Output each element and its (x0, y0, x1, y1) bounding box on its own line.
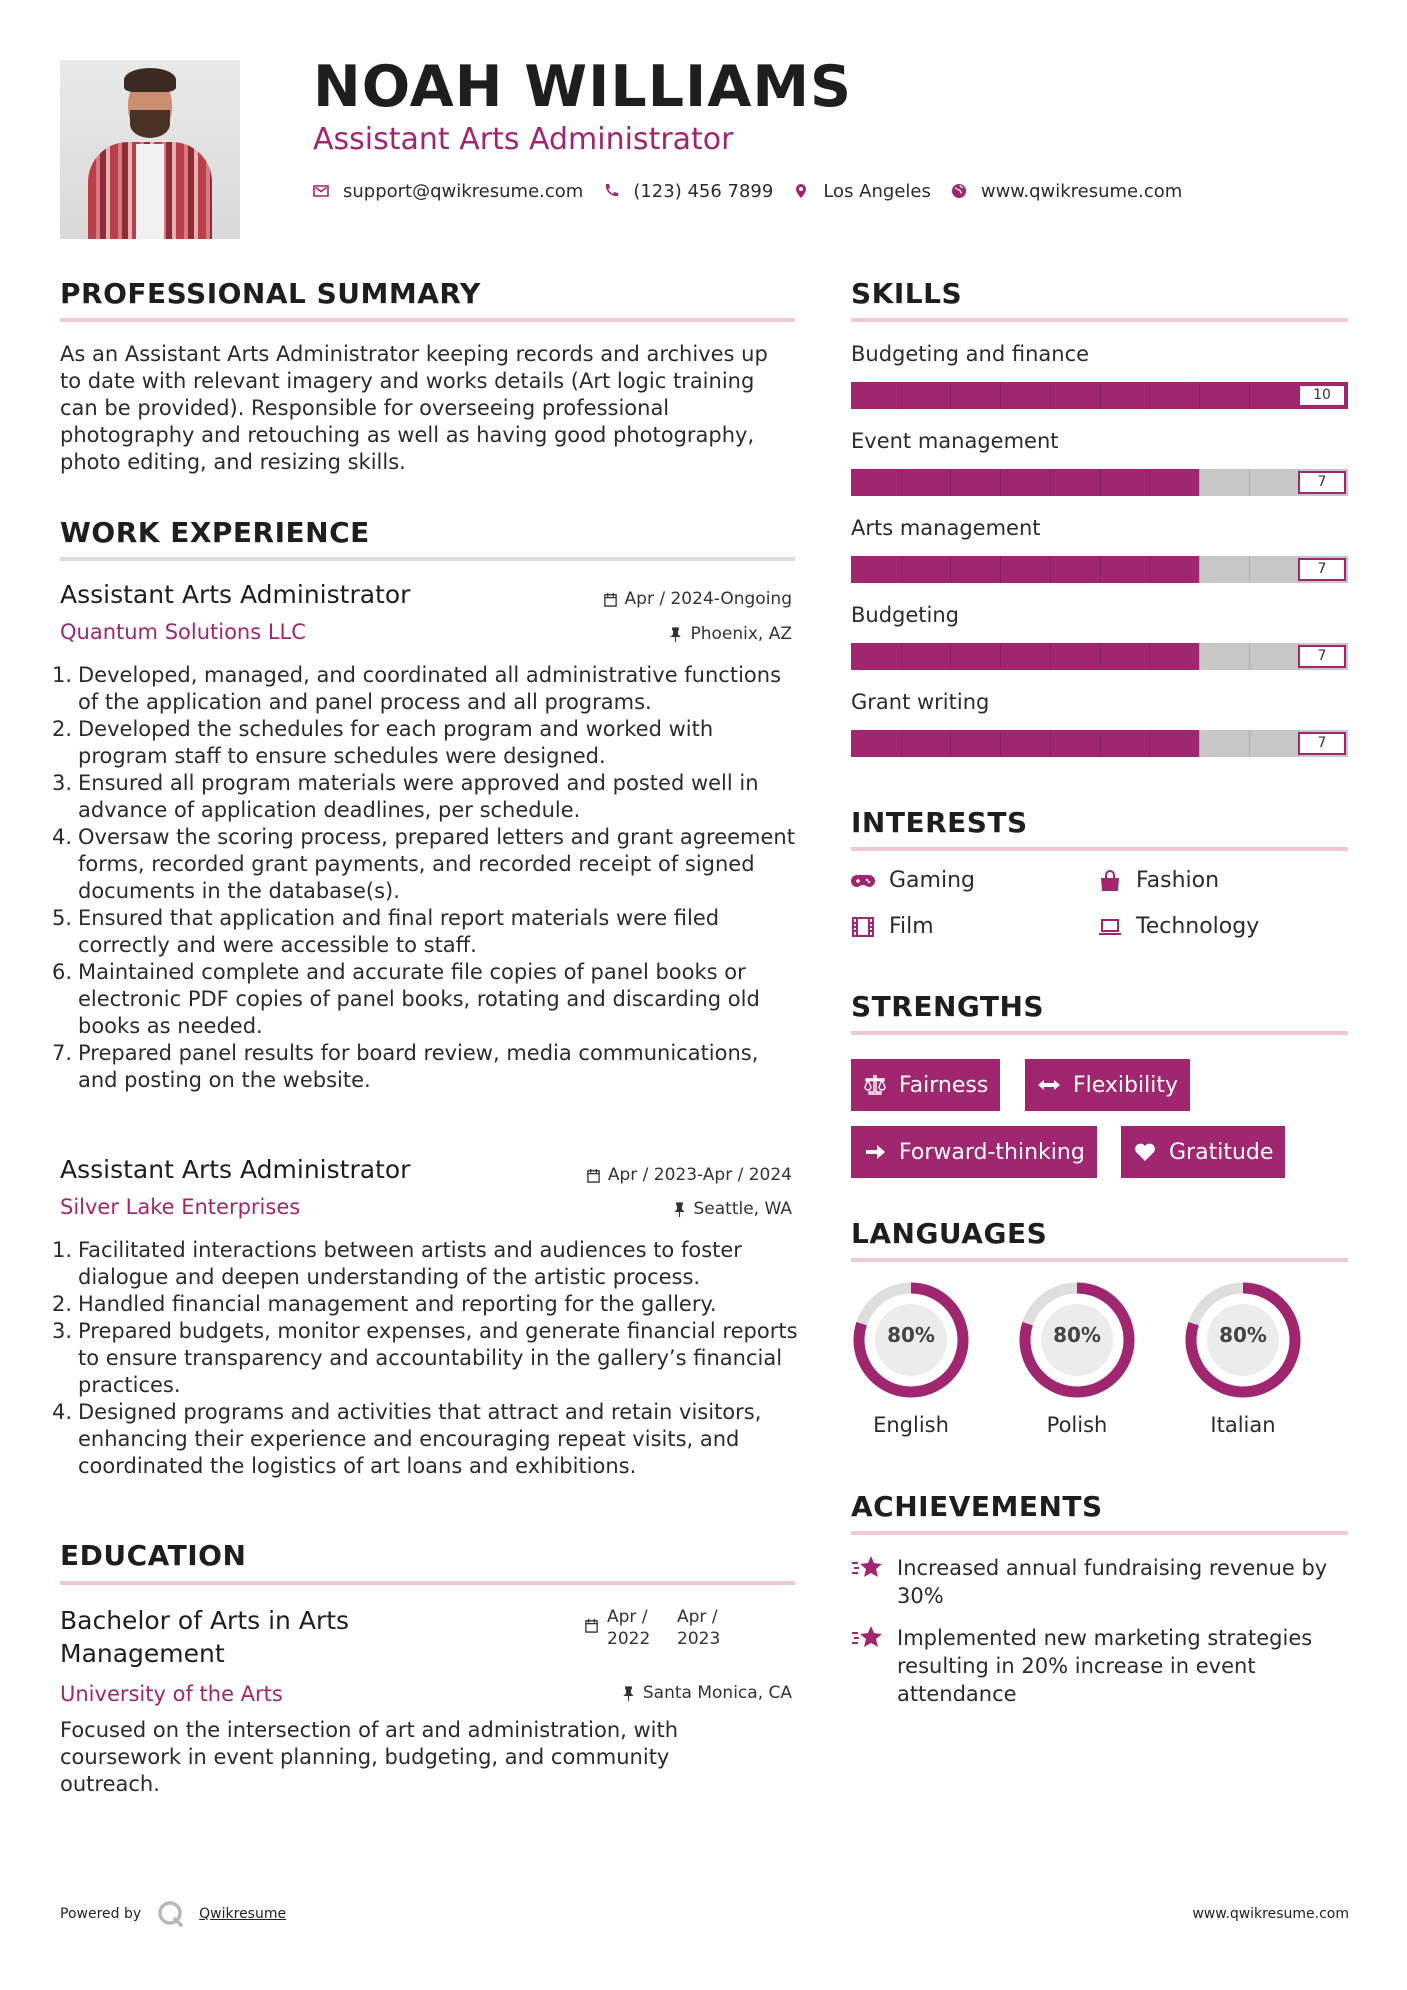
contact-phone[interactable] (603, 181, 773, 202)
skill-bar-segment (1199, 556, 1200, 583)
shopping-bag-icon (1098, 870, 1122, 892)
education-dates (584, 1606, 737, 1650)
strength-chip: Gratitude (1121, 1126, 1285, 1178)
list-item: 2. Handled financial management and reporting for the gallery. (51, 1292, 717, 1316)
summary-text: As an Assistant Arts Administrator keeping records and archives up to date with relevant imagery and works details (Art logic training can be provided). Responsible for overseeing professional photography and retouching as well as having good photography, photo editing, and resizing skills. (60, 342, 768, 474)
list-item: 6. Maintained complete and accurate file copies of panel books or electronic PDF copies of panel books, rotating and discarding old books as needed. (51, 960, 760, 1038)
skill-bar-segment (1249, 556, 1250, 583)
skill-bar-segment (1000, 556, 1001, 583)
skill-label: Budgeting and finance (851, 342, 1090, 366)
job-title: Assistant Arts Administrator (60, 580, 411, 609)
skill-bar: 7 (851, 556, 1348, 583)
school-name: University of the Arts (60, 1682, 283, 1706)
skill-bar-segment (1199, 469, 1200, 496)
strengths-rule (851, 1031, 1348, 1035)
education-start: Apr / 2022 (607, 1607, 651, 1649)
website-text: www.qwikresume.com (980, 180, 1183, 202)
pin-icon (672, 1202, 687, 1217)
skill-bar-segment (1249, 469, 1250, 496)
skill-bar-segment (1000, 382, 1001, 409)
education-text: Focused on the intersection of art and administration, with coursework in event planning, budgeting, and community outreach. (60, 1718, 679, 1796)
skill-bar-segment (1149, 643, 1150, 670)
candidate-name: NOAH WILLIAMS (313, 54, 853, 120)
skill-bar-segment (1100, 382, 1101, 409)
skill-bar-segment (1199, 730, 1200, 757)
skill-bar-segment (1100, 643, 1101, 670)
education-rule (60, 1581, 795, 1585)
skill-label: Event management (851, 429, 1059, 453)
profile-photo (60, 60, 240, 239)
list-item: 1. Facilitated interactions between artists and audiences to foster dialogue and deepen understanding of the artistic process. (51, 1238, 742, 1289)
language-item (1016, 1279, 1138, 1437)
skill-bar-segment (1149, 730, 1150, 757)
list-item: 4. Oversaw the scoring process, prepared letters and grant agreement forms, recorded grant payments, and recorded receipt of signed documents in the database(s). (51, 825, 795, 903)
pin-icon (621, 1686, 636, 1701)
skill-label: Grant writing (851, 690, 990, 714)
job-dates: Apr / 2024-Ongoing (603, 589, 792, 609)
skill-bar-segment (1000, 469, 1001, 496)
skill-bar-segment (1249, 643, 1250, 670)
envelope-icon (313, 183, 329, 199)
contact-bar (313, 178, 1202, 204)
phone-icon (603, 183, 619, 199)
skill-bar: 7 (851, 469, 1348, 496)
job-location: Seattle, WA (672, 1199, 793, 1219)
star-icon (851, 1554, 885, 1582)
list-item: 3. Prepared budgets, monitor expenses, and generate financial reports to ensure transparency and accountability in the gallery’s financial practices. (51, 1319, 798, 1397)
language-name: Italian (1210, 1413, 1276, 1437)
skill-bar-segment (1100, 469, 1101, 496)
skill-bar-segment (1249, 382, 1250, 409)
job-title: Assistant Arts Administrator (60, 1155, 411, 1184)
skill-bar-segment (901, 643, 902, 670)
job-company: Quantum Solutions LLC (60, 620, 306, 644)
candidate-title: Assistant Arts Administrator (313, 122, 734, 157)
calendar-icon (584, 1618, 599, 1633)
interests-rule (851, 847, 1348, 851)
language-percent: 80% (1053, 1323, 1101, 1347)
film-icon (851, 916, 875, 938)
skill-bar-segment (1050, 556, 1051, 583)
job-bullets (50, 1237, 800, 1480)
footer-powered-by: Powered by Qwikresume (60, 1900, 286, 1928)
footer-brand-link[interactable]: Qwikresume (199, 1906, 287, 1922)
language-percent: 80% (1219, 1323, 1267, 1347)
experience-heading: WORK EXPERIENCE (60, 516, 370, 549)
skill-bar-segment (1149, 469, 1150, 496)
skill-bar-segment (1050, 382, 1051, 409)
language-item (1182, 1279, 1304, 1437)
list-item: 4. Designed programs and activities that attract and retain visitors, enhancing their experience and encouraging repeat visits, and coordinated the logistics of art loans and exhibitions. (51, 1400, 762, 1478)
laptop-icon (1098, 916, 1122, 938)
interest-item: Film (851, 914, 934, 939)
globe-icon (951, 183, 967, 199)
summary-heading: PROFESSIONAL SUMMARY (60, 277, 481, 310)
languages-rule (851, 1258, 1348, 1262)
achievement-item: Increased annual fundraising revenue by 30% (851, 1554, 1351, 1610)
experience-rule (60, 557, 795, 561)
contact-location (793, 181, 931, 202)
strength-chip: Fairness (851, 1059, 1000, 1111)
arrow-right-icon (863, 1141, 887, 1163)
achievements-heading: ACHIEVEMENTS (851, 1490, 1103, 1523)
language-name: English (873, 1413, 949, 1437)
email-text: support@qwikresume.com (343, 180, 584, 202)
skill-bar-segment (950, 469, 951, 496)
heart-icon (1133, 1141, 1157, 1163)
interest-item: Technology (1098, 914, 1259, 939)
list-item: 1. Developed, managed, and coordinated all administrative functions of the application and panel process and all programs. (51, 663, 782, 714)
degree-title: Bachelor of Arts in Arts Management (60, 1606, 350, 1668)
skill-bar-segment (950, 730, 951, 757)
strength-chip: Flexibility (1025, 1059, 1190, 1111)
skill-bar-segment (1000, 643, 1001, 670)
contact-website[interactable] (951, 181, 1182, 202)
skill-bar-segment (950, 556, 951, 583)
skills-heading: SKILLS (851, 277, 963, 310)
interest-item: Gaming (851, 868, 975, 893)
gamepad-icon (851, 870, 875, 892)
job-company: Silver Lake Enterprises (60, 1195, 301, 1219)
job-bullets (50, 662, 800, 1094)
skill-label: Budgeting (851, 603, 960, 627)
calendar-icon (586, 1168, 601, 1183)
skill-bar: 10 (851, 382, 1348, 409)
map-pin-icon (793, 183, 809, 199)
interest-item: Fashion (1098, 868, 1219, 893)
skill-bar: 7 (851, 730, 1348, 757)
skill-bar-segment (1050, 643, 1051, 670)
skill-label: Arts management (851, 516, 1041, 540)
calendar-icon (603, 592, 618, 607)
pin-icon (668, 627, 683, 642)
skill-bar-segment (1149, 556, 1150, 583)
skill-bar-segment (1050, 469, 1051, 496)
skill-bar-segment (950, 643, 951, 670)
footer-website[interactable]: www.qwikresume.com (1192, 1906, 1349, 1922)
skill-bar-segment (901, 730, 902, 757)
list-item: 3. Ensured all program materials were approved and posted well in advance of application deadlines, per schedule. (51, 771, 759, 822)
scale-icon (863, 1074, 887, 1096)
location-text: Los Angeles (823, 180, 931, 202)
job-location: Phoenix, AZ (668, 624, 792, 644)
skill-bar-segment (1149, 382, 1150, 409)
language-item (850, 1279, 972, 1437)
skill-bar-segment (1000, 730, 1001, 757)
skill-bar-segment (1050, 730, 1051, 757)
achievement-item: Implemented new marketing strategies resulting in 20% increase in event attendance (851, 1624, 1351, 1708)
skill-bar-segment (950, 382, 951, 409)
job-dates: Apr / 2023-Apr / 2024 (586, 1165, 792, 1185)
strength-chip: Forward-thinking (851, 1126, 1097, 1178)
education-heading: EDUCATION (60, 1539, 247, 1572)
skill-bar-segment (1249, 730, 1250, 757)
skill-bar-segment (1100, 730, 1101, 757)
strengths-heading: STRENGTHS (851, 990, 1045, 1023)
education-location: Santa Monica, CA (621, 1683, 792, 1703)
summary-rule (60, 318, 795, 322)
languages-heading: LANGUAGES (851, 1217, 1048, 1250)
skill-bar-segment (1100, 556, 1101, 583)
list-item: 5. Ensured that application and final report materials were filed correctly and were accessible to staff. (51, 906, 720, 957)
education-end: Apr / 2023 (677, 1607, 721, 1649)
arrows-horizontal-icon (1037, 1074, 1061, 1096)
skill-bar: 7 (851, 643, 1348, 670)
achievements-rule (851, 1531, 1348, 1535)
language-name: Polish (1046, 1413, 1108, 1437)
skill-bar-segment (901, 382, 902, 409)
interests-heading: INTERESTS (851, 806, 1028, 839)
skill-bar-segment (901, 556, 902, 583)
skill-bar-segment (1199, 382, 1200, 409)
star-icon (851, 1624, 885, 1652)
skills-rule (851, 318, 1348, 322)
skill-bar-segment (1199, 643, 1200, 670)
list-item: 7. Prepared panel results for board review, media communications, and posting on the website. (51, 1041, 759, 1092)
qwikresume-logo-icon (157, 1900, 185, 1928)
language-percent: 80% (887, 1323, 935, 1347)
list-item: 2. Developed the schedules for each program and worked with program staff to ensure schedules were designed. (51, 717, 714, 768)
skill-bar-segment (901, 469, 902, 496)
contact-email[interactable] (313, 181, 583, 202)
phone-text: (123) 456 7899 (633, 180, 774, 202)
